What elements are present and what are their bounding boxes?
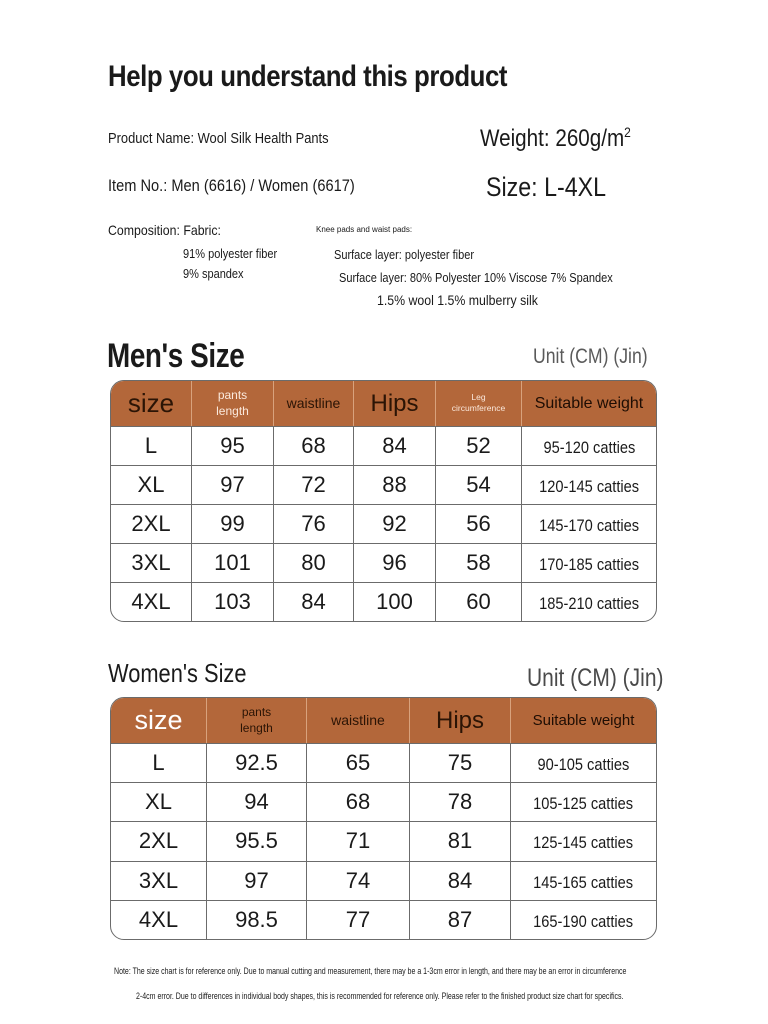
item-number: Item No.: Men (6616) / Women (6617) [108, 176, 355, 195]
table-row [111, 861, 656, 900]
table-header-row [111, 698, 656, 743]
header-suitable-weight [522, 381, 656, 426]
weight-value: 145-165 catties [533, 872, 634, 892]
cell-hips: 100 [354, 582, 436, 621]
cell-leg: 60 [436, 582, 522, 621]
pads-line-3: 1.5% wool 1.5% mulberry silk [377, 292, 538, 308]
cell-waistline: 76 [274, 504, 354, 543]
cell-weight [511, 861, 656, 900]
cell-weight [511, 782, 656, 821]
weight-value: 105-125 catties [533, 794, 634, 814]
cell-size: 3XL [111, 861, 207, 900]
pads-line-2: Surface layer: 80% Polyester 10% Viscose 7% Spandex [339, 271, 613, 285]
cell-waistline: 72 [274, 465, 354, 504]
weight-value: 185-210 catties [539, 594, 639, 613]
cell-weight [522, 426, 656, 465]
header-pants-length [207, 698, 307, 743]
cell-size: XL [111, 465, 192, 504]
table-row [111, 900, 656, 939]
cell-pants-length: 99 [192, 504, 274, 543]
weight-superscript: 2 [624, 124, 631, 140]
cell-pants-length: 95.5 [207, 821, 307, 860]
weight-value: 170-185 catties [539, 555, 639, 574]
header-waistline [274, 381, 354, 426]
cell-weight [511, 900, 656, 939]
table-row [111, 543, 656, 582]
cell-size: XL [111, 782, 207, 821]
cell-leg: 58 [436, 543, 522, 582]
header-hips [354, 381, 436, 426]
header-label: waistline [286, 394, 341, 411]
header-leg-circumference [436, 381, 522, 426]
weight-value: 95-120 catties [543, 438, 635, 457]
table-row [111, 465, 656, 504]
cell-size: L [111, 426, 192, 465]
womens-size-table [110, 697, 657, 940]
header-label: size [134, 705, 183, 735]
cell-pants-length: 101 [192, 543, 274, 582]
cell-waistline: 77 [307, 900, 410, 939]
weight-label: Weight: 260g/m [480, 125, 625, 152]
size-range: Size: L-4XL [486, 172, 607, 202]
cell-size: 2XL [111, 504, 192, 543]
womens-size-title: Women's Size [108, 658, 247, 688]
weight-value: 90-105 catties [537, 755, 630, 775]
table-row [111, 743, 656, 782]
header-suitable-weight [511, 698, 656, 743]
cell-hips: 84 [410, 861, 511, 900]
cell-weight [522, 582, 656, 621]
page-title: Help you understand this product [108, 60, 508, 93]
cell-waistline: 84 [274, 582, 354, 621]
cell-pants-length: 94 [207, 782, 307, 821]
cell-weight [511, 821, 656, 860]
cell-pants-length: 95 [192, 426, 274, 465]
header-label: pants length [216, 388, 249, 418]
cell-weight [511, 743, 656, 782]
table-row [111, 504, 656, 543]
table-header-row [111, 381, 656, 426]
cell-weight [522, 543, 656, 582]
pads-line-1: Surface layer: polyester fiber [334, 248, 475, 262]
cell-size: 2XL [111, 821, 207, 860]
mens-size-table [110, 380, 657, 622]
table-row [111, 582, 656, 621]
header-label: Suitable weight [534, 394, 644, 412]
cell-hips: 84 [354, 426, 436, 465]
header-label: size [127, 388, 175, 418]
cell-pants-length: 103 [192, 582, 274, 621]
fabric-line-2: 9% spandex [183, 267, 244, 281]
cell-hips: 81 [410, 821, 511, 860]
table-row [111, 782, 656, 821]
cell-waistline: 65 [307, 743, 410, 782]
cell-pants-length: 97 [207, 861, 307, 900]
cell-weight [522, 465, 656, 504]
composition-label: Composition: Fabric: [108, 222, 221, 238]
header-size [111, 381, 192, 426]
weight-value: 165-190 catties [533, 911, 634, 931]
cell-waistline: 74 [307, 861, 410, 900]
header-label: pants length [240, 705, 273, 735]
header-label: waistline [331, 711, 385, 728]
cell-size: 3XL [111, 543, 192, 582]
weight-spec [480, 124, 631, 153]
header-label: Hips [370, 389, 419, 417]
header-label: Leg circumference [451, 391, 506, 413]
cell-leg: 56 [436, 504, 522, 543]
cell-size: L [111, 743, 207, 782]
cell-size: 4XL [111, 900, 207, 939]
cell-hips: 75 [410, 743, 511, 782]
header-pants-length [192, 381, 274, 426]
weight-value: 125-145 catties [533, 833, 634, 853]
cell-hips: 88 [354, 465, 436, 504]
cell-waistline: 68 [307, 782, 410, 821]
table-row [111, 426, 656, 465]
header-waistline [307, 698, 410, 743]
cell-waistline: 80 [274, 543, 354, 582]
cell-hips: 87 [410, 900, 511, 939]
fabric-line-1: 91% polyester fiber [183, 247, 278, 261]
cell-size: 4XL [111, 582, 192, 621]
cell-waistline: 68 [274, 426, 354, 465]
cell-hips: 78 [410, 782, 511, 821]
cell-hips: 96 [354, 543, 436, 582]
mens-size-title: Men's Size [107, 337, 245, 375]
header-label: Suitable weight [532, 711, 635, 729]
cell-pants-length: 97 [192, 465, 274, 504]
mens-unit: Unit (CM) (Jin) [533, 345, 648, 368]
cell-pants-length: 98.5 [207, 900, 307, 939]
product-name: Product Name: Wool Silk Health Pants [108, 130, 329, 147]
cell-weight [522, 504, 656, 543]
cell-waistline: 71 [307, 821, 410, 860]
cell-leg: 54 [436, 465, 522, 504]
header-size [111, 698, 207, 743]
note-line-1: Note: The size chart is for reference only. Due to manual cutting and measurement, there may be a 1-3cm error in length, and there may be an error in circumference [114, 966, 627, 976]
cell-hips: 92 [354, 504, 436, 543]
cell-leg: 52 [436, 426, 522, 465]
weight-value: 120-145 catties [539, 477, 639, 496]
pads-label: Knee pads and waist pads: [316, 225, 413, 234]
womens-unit: Unit (CM) (Jin) [527, 664, 664, 692]
weight-value: 145-170 catties [539, 516, 639, 535]
table-row [111, 821, 656, 860]
header-hips [410, 698, 511, 743]
note-line-2: 2-4cm error. Due to differences in individual body shapes, this is recommended for reference only. Please refer to the finished product size chart for specifics. [136, 991, 624, 1001]
cell-pants-length: 92.5 [207, 743, 307, 782]
header-label: Hips [435, 706, 484, 734]
